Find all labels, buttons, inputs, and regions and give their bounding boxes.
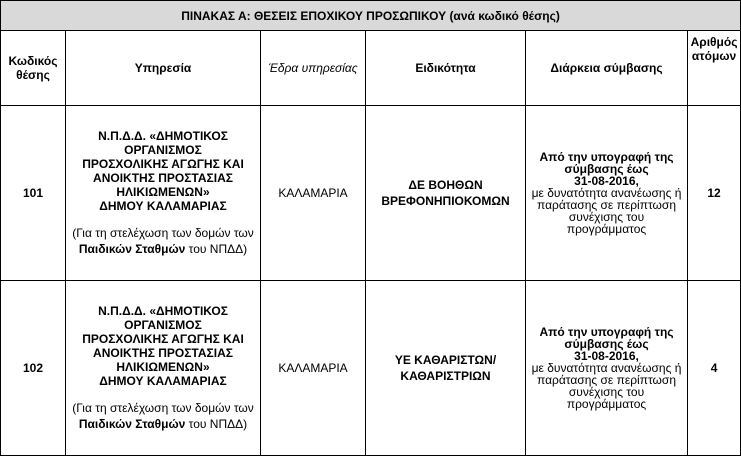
service-line: ΠΡΟΣΧΟΛΙΚΗΣ ΑΓΩΓΗΣ ΚΑΙ	[82, 157, 244, 171]
service-line: ΑΝΟΙΚΤΗΣ ΠΡΟΣΤΑΣΙΑΣ	[93, 346, 233, 360]
note-text: (Για τη στελέχωση των δομών των	[72, 226, 254, 240]
service-line: ΗΛΙΚΙΩΜΕΝΩΝ»	[116, 185, 210, 199]
cell-duration	[526, 281, 688, 456]
service-line: Ν.Π.Δ.Δ. «ΔΗΜΟΤΙΚΟΣ	[98, 304, 228, 318]
service-line: ΔΗΜΟΥ ΚΑΛΑΜΑΡΙΑΣ	[99, 199, 227, 213]
cell-seat: ΚΑΛΑΜΑΡΙΑ	[261, 281, 366, 456]
cell-seat: ΚΑΛΑΜΑΡΙΑ	[261, 106, 366, 281]
service-line: ΟΡΓΑΝΙΣΜΟΣ	[124, 143, 202, 157]
duration-line: με δυνατότητα ανανέωσης ή	[531, 361, 682, 375]
duration-bold-line: Από την υπογραφή της	[539, 325, 674, 339]
header-code-line1: Κωδικός	[8, 54, 58, 68]
header-service: Υπηρεσία	[66, 31, 261, 106]
specialty-line: ΔΕ ΒΟΗΘΩΝ	[408, 178, 483, 192]
note-text: (Για τη στελέχωση των δομών των	[72, 401, 254, 415]
specialty-line: ΒΡΕΦΟΝΗΠΙΟΚΟΜΩΝ	[381, 194, 510, 208]
header-duration: Διάρκεια σύμβασης	[526, 31, 688, 106]
cell-specialty	[366, 106, 526, 281]
note-text-end: του ΝΠΔΔ)	[185, 417, 248, 431]
header-code	[1, 31, 66, 106]
service-note	[72, 225, 254, 257]
duration-bold-line: σύμβασης έως	[564, 337, 649, 351]
note-text-end: του ΝΠΔΔ)	[185, 242, 248, 256]
service-line: ΑΝΟΙΚΤΗΣ ΠΡΟΣΤΑΣΙΑΣ	[93, 171, 233, 185]
header-code-line2: θέσης	[16, 68, 50, 82]
duration-bold-line: 31-08-2016,	[574, 174, 639, 188]
duration-line: παράτασης σε περίπτωση	[536, 198, 677, 212]
service-line: Ν.Π.Δ.Δ. «ΔΗΜΟΤΙΚΟΣ	[98, 129, 228, 143]
note-bold-text: Παιδικών Σταθμών	[78, 417, 186, 431]
cell-code: 101	[1, 106, 66, 281]
duration-line: παράτασης σε περίπτωση	[536, 373, 677, 387]
header-row	[1, 31, 741, 106]
service-line: ΔΗΜΟΥ ΚΑΛΑΜΑΡΙΑΣ	[99, 374, 227, 388]
duration-bold-line: 31-08-2016,	[574, 349, 639, 363]
header-specialty: Ειδικότητα	[366, 31, 526, 106]
header-seat: Έδρα υπηρεσίας	[261, 31, 366, 106]
header-count-line2: ατόμων	[691, 49, 737, 63]
table-row	[1, 281, 741, 456]
specialty-line: ΚΑΘΑΡΙΣΤΡΙΩΝ	[400, 369, 491, 383]
duration-bold-line: σύμβασης έως	[564, 162, 649, 176]
header-count	[688, 31, 741, 106]
service-line: ΗΛΙΚΙΩΜΕΝΩΝ»	[116, 360, 210, 374]
cell-code: 102	[1, 281, 66, 456]
note-bold-text: Παιδικών Σταθμών	[78, 242, 186, 256]
cell-count: 12	[688, 106, 741, 281]
service-line: ΠΡΟΣΧΟΛΙΚΗΣ ΑΓΩΓΗΣ ΚΑΙ	[82, 332, 244, 346]
service-line: ΟΡΓΑΝΙΣΜΟΣ	[124, 318, 202, 332]
cell-count: 4	[688, 281, 741, 456]
duration-line: με δυνατότητα ανανέωσης ή	[531, 186, 682, 200]
header-count-line1: Αριθμός	[690, 35, 738, 49]
service-note	[72, 400, 254, 432]
table-row	[1, 106, 741, 281]
duration-bold-line: Από την υπογραφή της	[539, 150, 674, 164]
cell-duration	[526, 106, 688, 281]
table-title: ΠΙΝΑΚΑΣ Α: ΘΕΣΕΙΣ ΕΠΟΧΙΚΟΥ ΠΡΟΣΩΠΙΚΟΥ (ανά κωδικό θέσης)	[1, 1, 741, 31]
cell-service	[66, 281, 261, 456]
cell-specialty	[366, 281, 526, 456]
specialty-line: ΥΕ ΚΑΘΑΡΙΣΤΩΝ/	[394, 353, 497, 367]
duration-line: συνέχισης του προγράμματος	[566, 385, 647, 411]
cell-service	[66, 106, 261, 281]
duration-line: συνέχισης του προγράμματος	[566, 210, 647, 236]
